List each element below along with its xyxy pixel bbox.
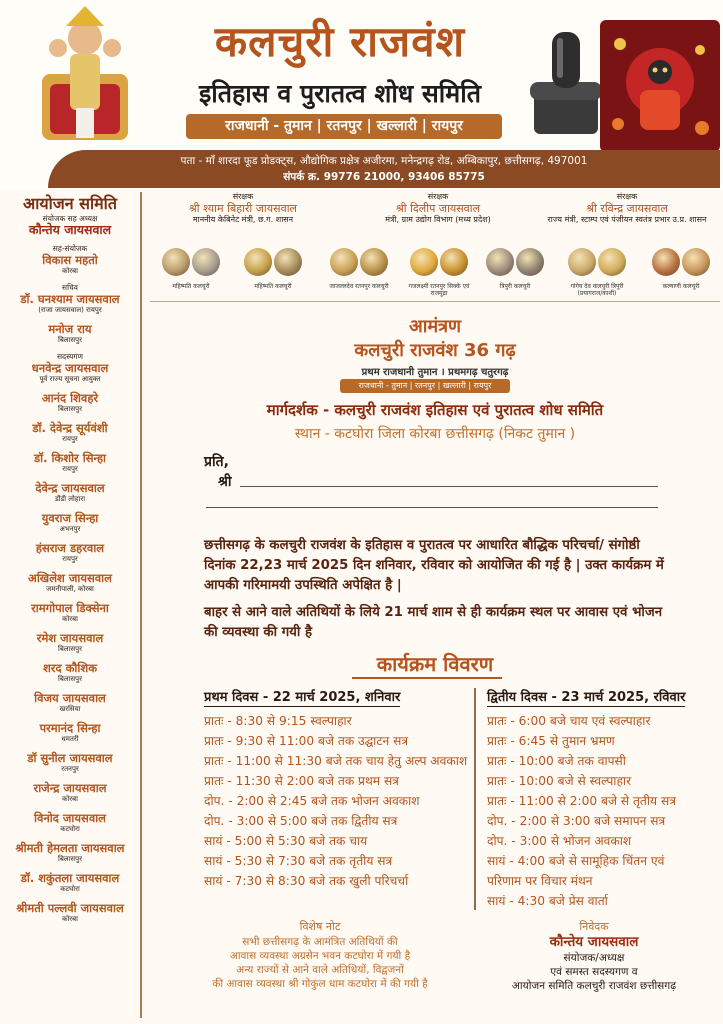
member-place: कोरबा	[62, 795, 78, 803]
member-name: डॉ. शकुंतला जायसवाल	[20, 871, 120, 885]
patron-2	[348, 192, 528, 225]
coin-image	[244, 248, 272, 276]
page-title: कलचुरी राजवंश	[214, 17, 466, 66]
schedule-item: प्रातः - 11:00 से 2:00 बजे से तृतीय सत्र	[487, 794, 676, 808]
member-place: जमनीपाली, कोरबा	[46, 585, 94, 593]
coin-caption: महिष्मति कलचुरी	[172, 283, 210, 290]
member-place: कोरबा	[62, 915, 78, 923]
committee-member	[4, 901, 136, 924]
schedule-item: परिणाम पर विचार मंथन	[487, 874, 593, 888]
member-place: बिलासपुर	[58, 855, 82, 863]
committee-member	[4, 481, 136, 504]
committee-member	[4, 283, 136, 315]
programme-title-underline	[352, 677, 502, 679]
schedule-item: सायं - 5:30 से 7:30 बजे तक तृतीय सत्र	[204, 854, 393, 868]
page-subtitle: इतिहास व पुरातत्व शोध समिति	[199, 79, 481, 108]
committee-title: आयोजन समिति	[23, 194, 117, 213]
schedule-item: दोप. - 2:00 से 3:00 बजे समापन सत्र	[487, 814, 666, 828]
coin-caption: कल्याणी कलचुरी	[662, 283, 700, 290]
member-name: विकास महतो	[42, 253, 98, 267]
coin-pair	[234, 248, 312, 280]
signature-line: संयोजक/अध्यक्ष	[563, 952, 625, 964]
signature-line: आयोजन समिति कलचुरी राजवंश छत्तीसगढ़	[511, 980, 677, 992]
committee-member	[4, 322, 136, 345]
coin-caption: त्रिपुरी कलचुरी	[499, 283, 531, 290]
member-role: सदस्यगण	[57, 352, 83, 361]
patron-role: संरक्षक	[232, 192, 254, 201]
places-banner: राजधानी - तुमान | रतनपुर | खल्लारी | रायपुर	[186, 114, 502, 139]
member-name: डॉ. किशोर सिन्हा	[33, 451, 107, 465]
member-place: (राजा जायसवाल) रायपुर	[38, 306, 102, 314]
coin-image	[192, 248, 220, 276]
member-name: डॉ सुनील जायसवाल	[27, 751, 113, 765]
member-place: कोरबा	[62, 615, 78, 623]
invitation-paragraph: छत्तीसगढ़ के कलचुरी राजवंश के इतिहास व पुरातत्व पर आधारित बौद्धिक परिचर्चा/ संगोष्ठी दिनांक 22,23 मार्च 2025 दिन शनिवार, रविवार को आयोजित की गई है | उक्त कार्यक्रम में आपकी गरिमामयी उपस्थिति अपेक्षित है |	[204, 538, 664, 593]
goddess-shrine-image	[600, 20, 720, 152]
name-fill-line	[206, 507, 658, 508]
schedule-item: प्रातः - 10:00 बजे तक वापसी	[487, 754, 626, 768]
coin-pair	[558, 248, 636, 280]
schedule-item: सायं - 5:00 से 5:30 बजे तक चाय	[204, 834, 368, 848]
day-heading: प्रथम दिवस - 22 मार्च 2025, शनिवार	[204, 687, 400, 707]
coin-image	[598, 248, 626, 276]
member-place: रायपुर	[62, 465, 78, 473]
note-line: सभी छत्तीसगढ़ के आमंत्रित अतिथियों की	[242, 936, 398, 948]
venue-line: स्थान - कटघोरा जिला कोरबा छत्तीसगढ़ (निकट तुमान )	[294, 426, 576, 442]
schedule-item: प्रातः - 6:00 बजे चाय एवं स्वल्पाहार	[487, 714, 651, 728]
member-name: आनंद शिवहरे	[41, 391, 99, 405]
day-one-schedule	[204, 686, 468, 891]
coin-group	[320, 248, 398, 300]
coin-group	[558, 248, 636, 300]
committee-member-list	[4, 214, 136, 924]
day-two-schedule	[487, 686, 712, 911]
patron-name: श्री श्याम बिहारी जायसवाल	[188, 202, 298, 215]
committee-member	[4, 871, 136, 894]
schedule-item: दोप. - 3:00 से 5:00 बजे तक द्वितीय सत्र	[204, 814, 398, 828]
patron-desc: राज्य मंत्री, स्टाम्प एवं पंजीयन स्वतंत्र प्रभार उ.प्र. शासन	[547, 215, 707, 224]
member-name: डॉ. देवेन्द्र सूर्यवंशी	[32, 421, 108, 435]
member-name: देवेन्द्र जायसवाल	[35, 481, 105, 495]
patron-desc: माननीय केबिनेट मंत्री, छ.ग. शासन	[192, 215, 294, 224]
patron-3	[534, 192, 720, 225]
signature-name: कौन्तेय जायसवाल	[549, 934, 639, 950]
schedule-item: प्रातः - 11:00 से 11:30 बजे तक चाय हेतु अल्प अवकाश	[204, 754, 468, 768]
coin-caption: गजलक्ष्मी रतनपुर सिक्के एवं राजमुद्रा	[408, 283, 470, 297]
member-place: रायपुर	[62, 555, 78, 563]
address-bar	[48, 150, 720, 188]
committee-member	[4, 841, 136, 864]
coin-image	[440, 248, 468, 276]
patrons-row	[148, 192, 720, 244]
note-line: की आवास व्यवस्था श्री गोकुल धाम कटघोरा में की गयी है	[212, 978, 428, 990]
committee-member	[4, 751, 136, 774]
day-heading: द्वितीय दिवस - 23 मार्च 2025, रविवार	[487, 687, 685, 707]
member-name: कौन्तेय जायसवाल	[28, 222, 112, 237]
schedule-divider	[474, 688, 476, 910]
coin-image	[162, 248, 190, 276]
schedule-item: प्रातः - 6:45 से तुमान भ्रमण	[487, 734, 615, 748]
programme-title: कार्यक्रम विवरण	[376, 652, 494, 676]
note-line: अन्य राज्यों से आने वाले अतिथियों, विद्वजनों	[236, 964, 404, 976]
signature-block	[470, 920, 718, 993]
member-place: कटघोरा	[60, 885, 80, 893]
coin-image	[652, 248, 680, 276]
schedule-item: सायं - 4:00 बजे से सामूहिक चिंतन एवं	[487, 854, 665, 868]
invitation-subtitle: कलचुरी राजवंश 36 गढ़	[354, 340, 516, 361]
patron-name: श्री रविन्द्र जायसवाल	[586, 202, 668, 215]
member-role: सचिव	[62, 283, 78, 292]
member-place: डौंडी लोहारा	[54, 495, 86, 503]
schedule-item: दोप. - 3:00 से भोजन अवकाश	[487, 834, 632, 848]
committee-member	[4, 691, 136, 714]
signature-line: एवं समस्त सदस्यगण व	[550, 966, 638, 978]
special-note	[172, 920, 468, 991]
member-place: बिलासपुर	[58, 645, 82, 653]
member-name: परमानंद सिन्हा	[39, 721, 101, 735]
patron-role: संरक्षक	[427, 192, 449, 201]
member-name: श्रीमती हेमलता जायसवाल	[15, 841, 125, 855]
guide-line: मार्गदर्शक - कलचुरी राजवंश इतिहास एवं पुरातत्व शोध समिति	[266, 401, 604, 419]
invitation-title: आमंत्रण	[408, 316, 462, 337]
member-place: रतनपुर	[61, 765, 79, 773]
signature-body	[470, 951, 718, 993]
coin-image	[516, 248, 544, 276]
member-name: हंसराज डहरवाल	[35, 541, 105, 555]
patron-1	[148, 192, 338, 225]
coin-image	[682, 248, 710, 276]
schedule-list	[487, 711, 712, 911]
organising-committee-column	[4, 192, 136, 1020]
member-place: बिलासपुर	[58, 336, 82, 344]
column-divider	[140, 192, 142, 1018]
member-role: संयोजक सह अध्यक्ष	[42, 214, 98, 223]
coin-image	[360, 248, 388, 276]
member-name: डॉ. घनश्याम जायसवाल	[20, 292, 120, 306]
member-place: बिलासपुर	[58, 675, 82, 683]
member-name: श्रीमती पल्लवी जायसवाल	[16, 901, 124, 915]
member-place: अभनपुर	[59, 525, 81, 533]
committee-member	[4, 421, 136, 444]
patron-name: श्री दिलीप जायसवाल	[395, 202, 481, 215]
member-name: मनोज राय	[48, 322, 92, 336]
honorific-label: श्री	[218, 474, 232, 490]
member-name: राजेन्द्र जायसवाल	[33, 781, 107, 795]
coin-pair	[642, 248, 720, 280]
coin-image	[274, 248, 302, 276]
coin-image	[568, 248, 596, 276]
member-place: रायपुर	[62, 435, 78, 443]
schedule-item: सायं - 4:30 बजे प्रेस वार्ता	[487, 894, 608, 908]
coin-group	[400, 248, 478, 300]
schedule-item: दोप. - 2:00 से 2:45 बजे तक भोजन अवकाश	[204, 794, 420, 808]
invitation-caption: प्रथम राजधानी तुमान । प्रथमगढ़ चतुरगढ़	[361, 367, 509, 378]
committee-member	[4, 631, 136, 654]
coin-image	[410, 248, 438, 276]
coin-caption: जाजल्लदेव रतनपुर कलचुरी	[329, 283, 389, 290]
member-place: कोरबा	[62, 267, 78, 275]
member-place: पूर्व राज्य सूचना आयुक्त	[39, 375, 101, 383]
committee-member	[4, 721, 136, 744]
member-name: रमेश जायसवाल	[36, 631, 104, 645]
committee-member	[4, 541, 136, 564]
member-name: विनोद जायसवाल	[34, 811, 106, 825]
schedule-item: प्रातः - 8:30 से 9:15 स्वल्पाहार	[204, 714, 352, 728]
member-place: बिलासपुर	[58, 405, 82, 413]
coin-gallery	[150, 248, 720, 300]
committee-member	[4, 781, 136, 804]
coin-group	[476, 248, 554, 300]
coin-divider	[150, 301, 720, 302]
member-place: धमतरी	[61, 735, 79, 743]
coin-pair	[476, 248, 554, 280]
note-title: विशेष नोट	[299, 920, 341, 933]
coin-group	[234, 248, 312, 300]
note-body	[172, 935, 468, 991]
member-place: खरसिया	[59, 705, 81, 713]
king-portrait-illustration	[36, 4, 134, 146]
member-name: अखिलेश जायसवाल	[28, 571, 112, 585]
coin-group	[642, 248, 720, 300]
member-role: सह-संयोजक	[52, 244, 88, 253]
address-text: पता - माँ शारदा फूड प्रोडक्ट्स, औद्योगिक प्रक्षेत्र अजीरमा, मनेन्द्रगढ़ रोड, अम्बिकापुर, छत्तीसगढ़, 497001	[180, 155, 588, 167]
member-name: रामगोपाल डिक्सेना	[31, 601, 109, 615]
patron-desc: मंत्री, ग्राम उद्योग विभाग (मध्य प्रदेश)	[385, 215, 491, 224]
addressee-label: प्रति,	[204, 454, 229, 470]
note-line: आवास व्यवस्था अग्रसेन भवन कटघोरा में गयी है	[229, 950, 411, 962]
coin-caption: महिष्मति कलचुरी	[254, 283, 292, 290]
schedule-item: प्रातः - 9:30 से 11:00 बजे तक उद्घाटन सत्र	[204, 734, 409, 748]
committee-member	[4, 451, 136, 474]
schedule-list	[204, 711, 468, 891]
committee-member	[4, 511, 136, 534]
coin-group	[152, 248, 230, 300]
committee-member	[4, 391, 136, 414]
coin-caption: गांगेय देव कलचुरी त्रिपुरी (प्रयागराज/काशी)	[570, 283, 624, 297]
coin-pair	[152, 248, 230, 280]
member-name: विजय जायसवाल	[34, 691, 106, 705]
contact-text: संपर्क क्र. 99776 21000, 93406 85775	[283, 171, 485, 183]
member-name: धनवेन्द्र जायसवाल	[31, 361, 109, 375]
shivling-image	[528, 22, 604, 142]
schedule-item: प्रातः - 10:00 बजे से स्वल्पाहार	[487, 774, 632, 788]
committee-member	[4, 244, 136, 276]
schedule-item: प्रातः - 11:30 से 2:00 बजे तक प्रथम सत्र	[204, 774, 399, 788]
committee-member	[4, 352, 136, 384]
committee-member	[4, 661, 136, 684]
committee-member	[4, 601, 136, 624]
accommodation-paragraph: बाहर से आने वाले अतिथियों के लिये 21 मार्च शाम से ही कार्यक्रम स्थल पर आवास एवं भोजन की व्यवस्था की गयी है	[204, 605, 663, 640]
coin-image	[330, 248, 358, 276]
committee-member	[4, 571, 136, 594]
member-place: कटघोरा	[60, 825, 80, 833]
signature-title: निवेदक	[579, 920, 609, 933]
schedule-item: सायं - 7:30 से 8:30 बजे तक खुली परिचर्चा	[204, 874, 409, 888]
name-fill-line	[240, 486, 658, 487]
committee-member	[4, 811, 136, 834]
coin-pair	[400, 248, 478, 280]
member-name: शरद कौशिक	[42, 661, 98, 675]
coin-image	[486, 248, 514, 276]
patron-role: संरक्षक	[616, 192, 638, 201]
invitation-places-badge: राजधानी - तुमान | रतनपुर | खल्लारी | रायपुर	[340, 379, 510, 393]
member-name: युवराज सिन्हा	[41, 511, 99, 525]
coin-pair	[320, 248, 398, 280]
committee-member	[4, 214, 136, 237]
